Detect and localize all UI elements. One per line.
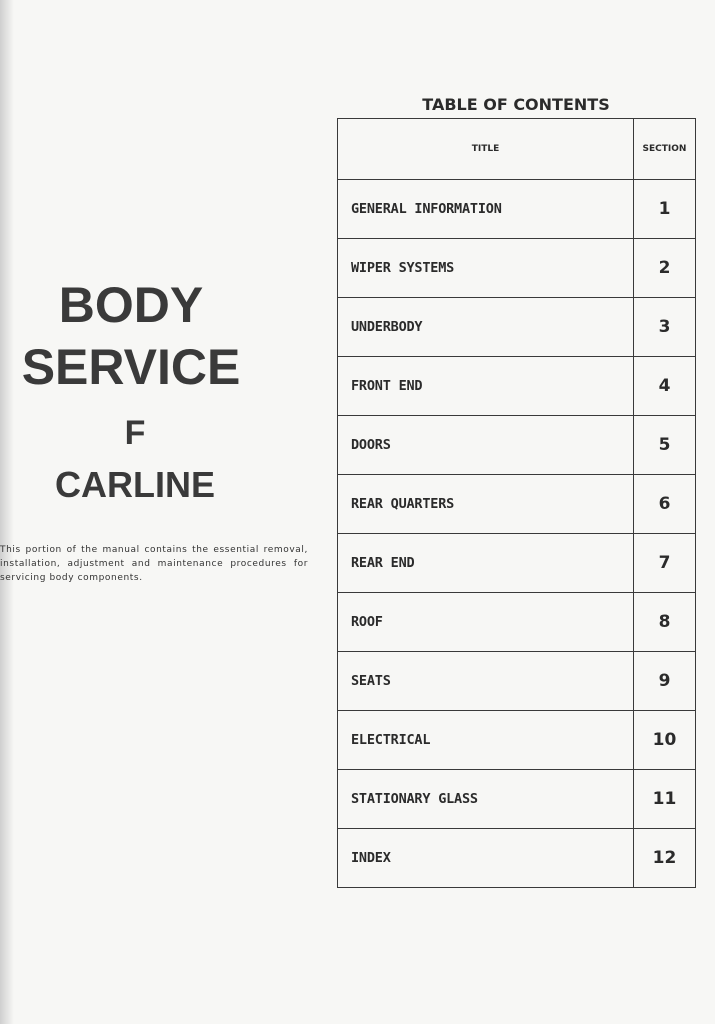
toc-row[interactable] xyxy=(338,534,696,593)
toc-row-section: 8 xyxy=(634,593,696,652)
toc-row-section: 6 xyxy=(634,475,696,534)
toc-heading: TABLE OF CONTENTS xyxy=(422,95,610,114)
toc-header-row xyxy=(338,119,696,180)
toc-row-title: UNDERBODY xyxy=(338,298,634,357)
toc-row-title: INDEX xyxy=(338,829,634,888)
intro-paragraph: This portion of the manual contains the essential removal, installation, adjustment and maintenance procedures for servicing body components. xyxy=(0,545,308,583)
toc-row-title: ELECTRICAL xyxy=(338,711,634,770)
cover-title-service: SERVICE xyxy=(21,339,241,395)
cover-title-carline: CARLINE xyxy=(55,464,215,505)
toc-row[interactable] xyxy=(338,357,696,416)
toc-row-section: 11 xyxy=(634,770,696,829)
toc-row[interactable] xyxy=(338,416,696,475)
toc-row[interactable] xyxy=(338,239,696,298)
toc-col-section-header: SECTION xyxy=(634,119,696,180)
toc-row-section: 1 xyxy=(634,180,696,239)
toc-row[interactable] xyxy=(338,829,696,888)
toc-row-title: GENERAL INFORMATION xyxy=(338,180,634,239)
toc-row-title: DOORS xyxy=(338,416,634,475)
toc-row-title: ROOF xyxy=(338,593,634,652)
toc-row-section: 5 xyxy=(634,416,696,475)
toc-row[interactable] xyxy=(338,180,696,239)
toc-row[interactable] xyxy=(338,593,696,652)
toc-row-section: 10 xyxy=(634,711,696,770)
toc-row-section: 9 xyxy=(634,652,696,711)
toc-col-title-header: TITLE xyxy=(338,119,634,180)
toc-row-section: 2 xyxy=(634,239,696,298)
toc-row[interactable] xyxy=(338,475,696,534)
cover-title-body: BODY xyxy=(58,277,204,333)
cover-title-carline-letter: F xyxy=(124,414,146,452)
toc-row-section: 3 xyxy=(634,298,696,357)
toc-row-section: 12 xyxy=(634,829,696,888)
toc-row[interactable] xyxy=(338,770,696,829)
toc-row-title: REAR END xyxy=(338,534,634,593)
toc-row-title: STATIONARY GLASS xyxy=(338,770,634,829)
toc-row[interactable] xyxy=(338,652,696,711)
toc-row[interactable] xyxy=(338,711,696,770)
toc-row-title: REAR QUARTERS xyxy=(338,475,634,534)
toc-row[interactable] xyxy=(338,298,696,357)
toc-row-section: 7 xyxy=(634,534,696,593)
toc-row-title: FRONT END xyxy=(338,357,634,416)
page-edge-shadow xyxy=(0,0,14,1024)
toc-row-title: SEATS xyxy=(338,652,634,711)
toc-row-section: 4 xyxy=(634,357,696,416)
toc-row-title: WIPER SYSTEMS xyxy=(338,239,634,298)
toc-table xyxy=(337,118,696,888)
